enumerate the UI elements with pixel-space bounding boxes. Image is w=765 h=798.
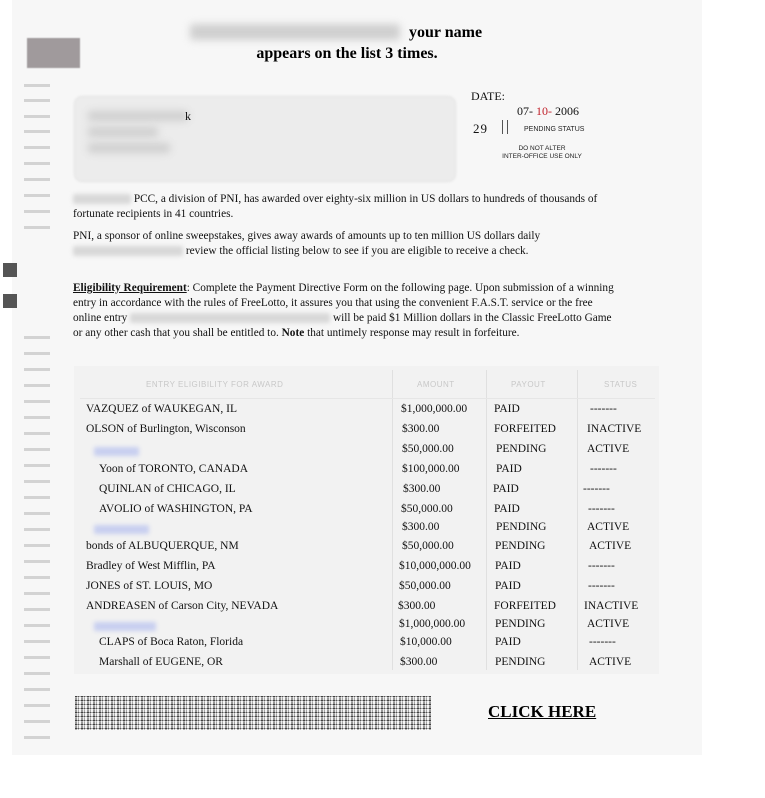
margin-square-1 <box>3 263 17 277</box>
row-status: ------- <box>583 483 610 495</box>
row-payout: PAID <box>495 636 521 648</box>
table-row <box>74 560 659 578</box>
address-glyph: k <box>185 109 191 123</box>
row-payout: FORFEITED <box>494 423 556 435</box>
row-name: bonds of ALBUQUERQUE, NM <box>86 540 239 552</box>
row-payout: PAID <box>495 580 521 592</box>
row-name: VAZQUEZ of WAUKEGAN, IL <box>86 403 237 415</box>
paragraph-2-text-b: review the official listing below to see if you are eligible to receive a check. <box>185 245 529 257</box>
redacted-address-line-1 <box>88 111 188 121</box>
table-row <box>74 503 659 521</box>
table-row <box>74 656 659 674</box>
date-value <box>517 104 579 119</box>
header-line-2: appears on the list 3 times. <box>256 45 438 62</box>
row-status: ACTIVE <box>589 656 632 668</box>
table-row <box>74 483 659 501</box>
click-here-link[interactable]: CLICK HERE <box>488 702 597 721</box>
table-row <box>74 403 659 421</box>
row-payout: PAID <box>494 403 520 415</box>
row-name: CLAPS of Boca Raton, Florida <box>99 636 244 648</box>
header-line-1 <box>202 24 522 42</box>
redacted-inline-2 <box>73 246 183 256</box>
paragraph-1 <box>73 192 618 222</box>
table-row <box>74 540 659 558</box>
row-amount: $50,000.00 <box>402 443 454 455</box>
table-row <box>74 443 659 461</box>
col-header-status: STATUS <box>604 380 638 389</box>
barcode-strip <box>75 696 431 730</box>
table-row <box>74 521 659 539</box>
row-name: Yoon of TORONTO, CANADA <box>99 463 248 475</box>
code-barmark <box>502 120 508 134</box>
row-amount: $50,000.00 <box>402 540 454 552</box>
row-amount: $1,000,000.00 <box>399 618 466 630</box>
row-payout: PAID <box>493 483 519 495</box>
row-payout: PENDING <box>496 443 547 455</box>
pending-status-label: PENDING STATUS <box>524 126 585 133</box>
row-status: ACTIVE <box>589 540 632 552</box>
date-label: DATE: <box>471 89 505 103</box>
row-payout: PAID <box>496 463 522 475</box>
date-month: 07- <box>517 104 533 118</box>
redacted-row-name <box>94 525 149 534</box>
winners-table <box>74 366 659 674</box>
col-header-payout: PAYOUT <box>511 380 546 389</box>
paragraph-2-text-a: PNI, a sponsor of online sweepstakes, gives away awards of amounts up to ten million US dollars daily <box>73 230 541 242</box>
row-status: INACTIVE <box>584 600 639 612</box>
table-row <box>74 463 659 481</box>
table-row <box>74 636 659 654</box>
row-name: JONES of ST. LOUIS, MO <box>86 580 213 592</box>
col-header-entry: ENTRY ELIGIBILITY FOR AWARD <box>146 380 284 389</box>
address-window <box>74 96 456 182</box>
paragraph-1-text: PCC, a division of PNI, has awarded over eighty-six million in US dollars to hundreds of thousands of fortunate recipients in 41 countries. <box>73 193 598 220</box>
row-name: QUINLAN of CHICAGO, IL <box>99 483 236 495</box>
row-payout: PENDING <box>495 618 546 630</box>
row-name: AVOLIO of WASHINGTON, PA <box>99 503 253 515</box>
redacted-row-name <box>94 622 156 631</box>
col-header-amount: AMOUNT <box>417 380 455 389</box>
table-row <box>74 423 659 441</box>
row-status: ACTIVE <box>587 618 630 630</box>
logo-placeholder <box>27 38 80 68</box>
row-status: ------- <box>590 403 617 415</box>
row-amount: $300.00 <box>403 483 441 495</box>
date-day: 10- <box>536 104 552 118</box>
redacted-inline-3 <box>130 313 330 323</box>
row-amount: $50,000.00 <box>399 580 451 592</box>
row-status: ACTIVE <box>587 443 630 455</box>
row-payout: PAID <box>495 560 521 572</box>
table-row <box>74 618 659 636</box>
inter-office-use: INTER-OFFICE USE ONLY <box>502 153 582 160</box>
paragraph-3-text-b: will be paid $1 Million dollars in the Classic FreeLotto Game or any other cash that you shall be entitled to. <box>73 312 612 339</box>
row-amount: $300.00 <box>402 423 440 435</box>
redacted-row-name <box>94 447 139 456</box>
row-name: ANDREASEN of Carson City, NEVADA <box>86 600 279 612</box>
paragraph-3-text-a: : Complete the Payment Directive Form on the following page. Upon submission of a winning entry in accordance with the rules of FreeLotto, it assures you that using the convenient F.A.S.T. service or the free online entry <box>73 282 614 324</box>
row-payout: PAID <box>494 503 520 515</box>
paragraph-2 <box>73 229 618 259</box>
table-row <box>74 580 659 598</box>
header-line-1-text: your name <box>409 24 483 41</box>
row-payout: PENDING <box>495 540 546 552</box>
row-name: Bradley of West Mifflin, PA <box>86 560 216 572</box>
row-status: ACTIVE <box>587 521 630 533</box>
redacted-address-line-3 <box>88 143 170 153</box>
paragraph-3 <box>73 281 618 341</box>
note-label: Note <box>281 327 305 339</box>
row-payout: PENDING <box>496 521 547 533</box>
row-status: ------- <box>590 463 617 475</box>
row-name: Marshall of EUGENE, OR <box>99 656 223 668</box>
margin-square-2 <box>3 294 17 308</box>
redacted-address-line-2 <box>88 127 158 137</box>
row-amount: $10,000,000.00 <box>399 560 471 572</box>
row-payout: FORFEITED <box>494 600 556 612</box>
row-status: ------- <box>588 503 615 515</box>
row-amount: $50,000.00 <box>401 503 453 515</box>
row-name: OLSON of Burlington, Wisconson <box>86 423 246 435</box>
letter-page <box>12 0 702 755</box>
header-divider <box>80 398 655 399</box>
eligibility-heading: Eligibility Requirement <box>73 282 187 294</box>
row-status: INACTIVE <box>587 423 642 435</box>
row-payout: PENDING <box>495 656 546 668</box>
row-status: ------- <box>589 636 616 648</box>
row-amount: $100,000.00 <box>402 463 460 475</box>
paragraph-3-text-c: that untimely response may result in forfeiture. <box>307 327 520 339</box>
reference-code: 29 <box>473 121 488 136</box>
row-status: ------- <box>588 580 615 592</box>
table-row <box>74 600 659 618</box>
office-notice <box>488 145 596 161</box>
row-amount: $1,000,000.00 <box>401 403 468 415</box>
date-year: 2006 <box>555 104 579 118</box>
redacted-name-inline <box>73 194 131 204</box>
row-amount: $10,000.00 <box>400 636 452 648</box>
row-amount: $300.00 <box>402 521 440 533</box>
row-amount: $300.00 <box>398 600 436 612</box>
row-amount: $300.00 <box>400 656 438 668</box>
do-not-alter: DO NOT ALTER <box>518 145 566 152</box>
row-status: ------- <box>588 560 615 572</box>
